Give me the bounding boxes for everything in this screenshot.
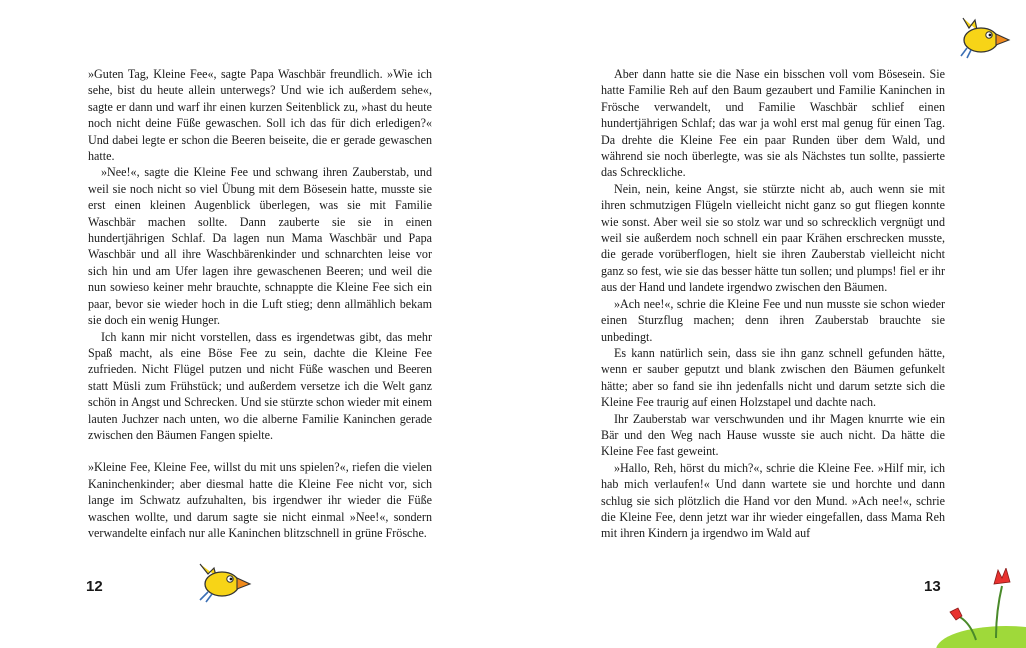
paragraph: »Ach nee!«, schrie die Kleine Fee und nun musste sie schon wieder einen Sturzflug machen; denn ihren Zauberstab brauchte sie unbedingt. <box>601 296 945 344</box>
page-number: 13 <box>924 578 941 595</box>
paragraph: Ich kann mir nicht vorstellen, dass es irgendetwas gibt, das mehr Spaß macht, als eine Böse Fee zu sein, dachte die Kleine Fee zufrieden. Nicht Flügel putzen und nicht Füße waschen und Beeren statt Müsli zum Frühstück; und außerdem versetze ich die Welt ganz schön in Angst und Schrecken. Und sie stürzte schon wieder mit einem lauten Juchzer nach unten, wo die alberne Familie Kaninchen gerade zwischen den Bäumen Fangen spielte. <box>88 329 432 442</box>
paragraph: Aber dann hatte sie die Nase ein bisschen voll vom Bösesein. Sie hatte Familie Reh auf den Baum gezaubert und Familie Kaninchen in Frösche verwandelt, und Familie Waschbär schlief einen hundertjährigen Schlaf; das war ja wohl erst mal genug für einen Tag. Da drehte die Kleine Fee ein paar Runden über dem Wald, und während sie noch überlegte, was sie als Nächstes tun sollte, passierte das Schreckliche. <box>601 67 945 180</box>
paragraph: Ihr Zauberstab war verschwunden und ihr Magen knurrte wie ein Bär und den Weg nach Hause wusste sie auch nicht. Da hätte die Kleine Fee fast geweint. <box>601 411 945 459</box>
bird-illustration-icon <box>953 14 1011 60</box>
paragraph: »Guten Tag, Kleine Fee«, sagte Papa Waschbär freundlich. »Wie ich sehe, bist du heute allein unterwegs? Und wie ich außerdem sehe«, sagte er dann und warf ihr einen kurzen Seitenblick zu, »hast du heute noch nicht deine Füße gewaschen. Soll ich das für dich erledigen?« Und dabei legte er schon die Beeren beiseite, die er gerade gewaschen hatte. <box>88 67 432 164</box>
bird-illustration-icon <box>194 558 252 604</box>
left-text-column <box>88 66 432 541</box>
paragraph: »Nee!«, sagte die Kleine Fee und schwang ihren Zauberstab, und weil sie noch nicht so viel Übung mit dem Bösesein hatte, musste sie erst einen kleinen Augenblick überlegen, was sie mit Familie Waschbär machen sollte. Dann zauberte sie sie in einen hundertjährigen Schlaf. Da lagen nun Mama Waschbär und Papa Waschbär und all ihre Waschbärenkinder und schnarchten leise vor sich hin und am Ufer lagen ihre gewaschenen Beeren; und weil die nun sowieso keiner mehr brauchte, schnappte die Kleine Fee sich ein paar, bevor sie wieder hoch in die Luft stieg; denn allmählich bekam sie doch ein wenig Hunger. <box>88 165 432 328</box>
flower-grass-illustration-icon <box>936 568 1026 648</box>
page-number: 12 <box>86 578 103 595</box>
right-page <box>513 0 1026 648</box>
paragraph: »Kleine Fee, Kleine Fee, willst du mit uns spielen?«, riefen die vielen Kaninchenkinder; aber diesmal hatte die Kleine Fee nicht vor, sich lange im Schwatz aufzuhalten, bis irgendwer ihr wieder die Füße waschen wollte, und darum sagte sie nicht einmal »Nee!«, sondern verwandelte einfach nur alle Kaninchen blitzschnell in grüne Frösche. <box>88 460 432 540</box>
paragraph: Nein, nein, keine Angst, sie stürzte nicht ab, auch wenn sie mit ihren schmutzigen Flügeln vielleicht nicht ganz so gut fliegen konnte wie sonst. Aber weil sie so stolz war und so schrecklich vergnügt und weil sie außerdem noch schnell ein paar Krähen erschrecken musste, die gerade vorüberflogen, hielt sie ihren Zauberstab vielleicht nicht ganz so fest, wie sie das besser hätte tun sollen; und plumps! fiel er ihr aus der Hand und landete irgendwo zwischen den Bäumen. <box>601 181 945 295</box>
right-text-column <box>601 66 945 542</box>
paragraph: Es kann natürlich sein, dass sie ihn ganz schnell gefunden hätte, wenn er sauber geputzt und blank zwischen den Bäumen gefunkelt hätte; aber so fand sie ihn jedenfalls nicht und darum setzte sich die Kleine Fee traurig auf einen Holzstapel und dachte nach. <box>601 345 945 410</box>
paragraph: »Hallo, Reh, hörst du mich?«, schrie die Kleine Fee. »Hilf mir, ich hab mich verlaufen!« Und dann wartete sie und horchte und dann schlug sie sich plötzlich die Hand vor den Mund. »Ach nee!«, schrie die Kleine Fee, denn jetzt war ihr wieder eingefallen, dass Mama Reh mit ihren Kindern ja irgendwo im Wald auf <box>601 460 945 541</box>
